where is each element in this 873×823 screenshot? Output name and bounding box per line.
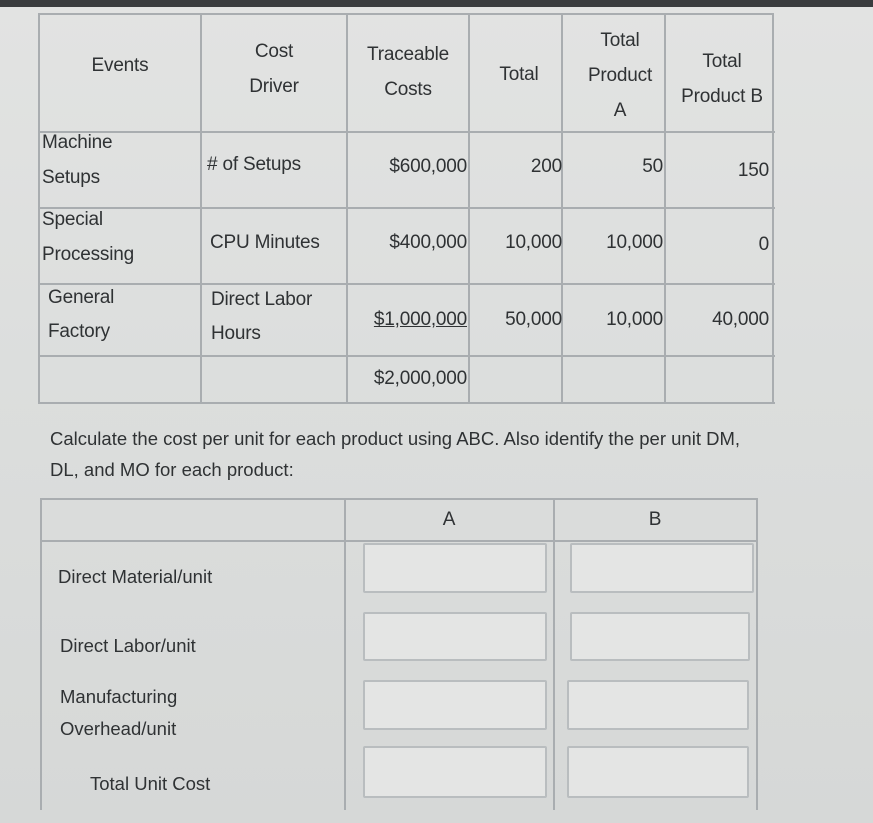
row-label-manufacturing-overhead: Manufacturing xyxy=(60,686,178,707)
direct-material-b-input[interactable] xyxy=(570,543,754,593)
row-label-direct-material: Direct Material/unit xyxy=(58,566,213,587)
traceable-cost: $1,000,000 xyxy=(373,309,467,330)
product-a-value: 10,000 xyxy=(606,232,663,253)
header-total-product-a: Product xyxy=(587,65,653,86)
total-unit-cost-a-input[interactable] xyxy=(363,746,547,798)
header-total-product-b: Product B xyxy=(681,86,763,107)
event-label: General xyxy=(48,287,115,308)
cost-driver: Hours xyxy=(211,323,261,344)
row-label-total-unit-cost: Total Unit Cost xyxy=(90,773,211,794)
manufacturing-overhead-a-input[interactable] xyxy=(363,680,547,730)
total-value: 200 xyxy=(530,156,562,177)
column-header-b: B xyxy=(648,509,662,530)
total-unit-cost-b-input[interactable] xyxy=(567,746,749,798)
traceable-cost: $600,000 xyxy=(389,156,467,177)
answer-header-divider xyxy=(40,540,758,542)
direct-labor-a-input[interactable] xyxy=(363,612,547,661)
answer-col-divider xyxy=(344,498,346,810)
event-label: Processing xyxy=(42,244,134,265)
total-value: 10,000 xyxy=(505,232,562,253)
total-value: 50,000 xyxy=(505,309,562,330)
answer-table-top xyxy=(40,498,758,500)
product-a-value: 50 xyxy=(642,156,663,177)
event-label: Special xyxy=(42,209,103,230)
event-label: Setups xyxy=(42,167,100,188)
header-traceable-costs: Costs xyxy=(384,79,432,100)
header-total-product-a: A xyxy=(613,100,627,121)
direct-labor-b-input[interactable] xyxy=(570,612,750,661)
answer-col-divider xyxy=(553,498,555,810)
product-b-value: 0 xyxy=(758,234,769,255)
question-text: Calculate the cost per unit for each product using ABC. Also identify the per unit DM, DL, and MO for each product: xyxy=(50,428,741,480)
header-cost-driver: Cost xyxy=(254,41,294,62)
row-label-direct-labor: Direct Labor/unit xyxy=(60,635,196,656)
product-b-value: 40,000 xyxy=(712,309,769,330)
event-label: Machine xyxy=(42,132,113,153)
total-traceable-costs: $2,000,000 xyxy=(373,368,467,389)
product-a-value: 10,000 xyxy=(606,309,663,330)
header-events: Events xyxy=(91,55,149,76)
row-label-manufacturing-overhead: Overhead/unit xyxy=(60,718,177,739)
header-total-product-b: Total xyxy=(702,51,742,72)
column-header-a: A xyxy=(442,509,456,530)
header-total: Total xyxy=(499,64,539,85)
cost-driver: CPU Minutes xyxy=(210,232,320,253)
answer-table-left xyxy=(40,498,42,810)
cost-driver: # of Setups xyxy=(207,154,301,175)
header-traceable-costs: Traceable xyxy=(367,44,449,65)
header-cost-driver: Driver xyxy=(249,76,299,97)
cost-driver: Direct Labor xyxy=(211,289,313,310)
product-b-value: 150 xyxy=(737,160,769,181)
direct-material-a-input[interactable] xyxy=(363,543,547,593)
table-border-top xyxy=(38,13,773,15)
top-dark-bar xyxy=(0,0,873,7)
header-total-product-a: Total xyxy=(600,30,640,51)
event-label: Factory xyxy=(48,321,110,342)
answer-table-right xyxy=(756,498,758,810)
traceable-cost: $400,000 xyxy=(389,232,467,253)
manufacturing-overhead-b-input[interactable] xyxy=(567,680,749,730)
